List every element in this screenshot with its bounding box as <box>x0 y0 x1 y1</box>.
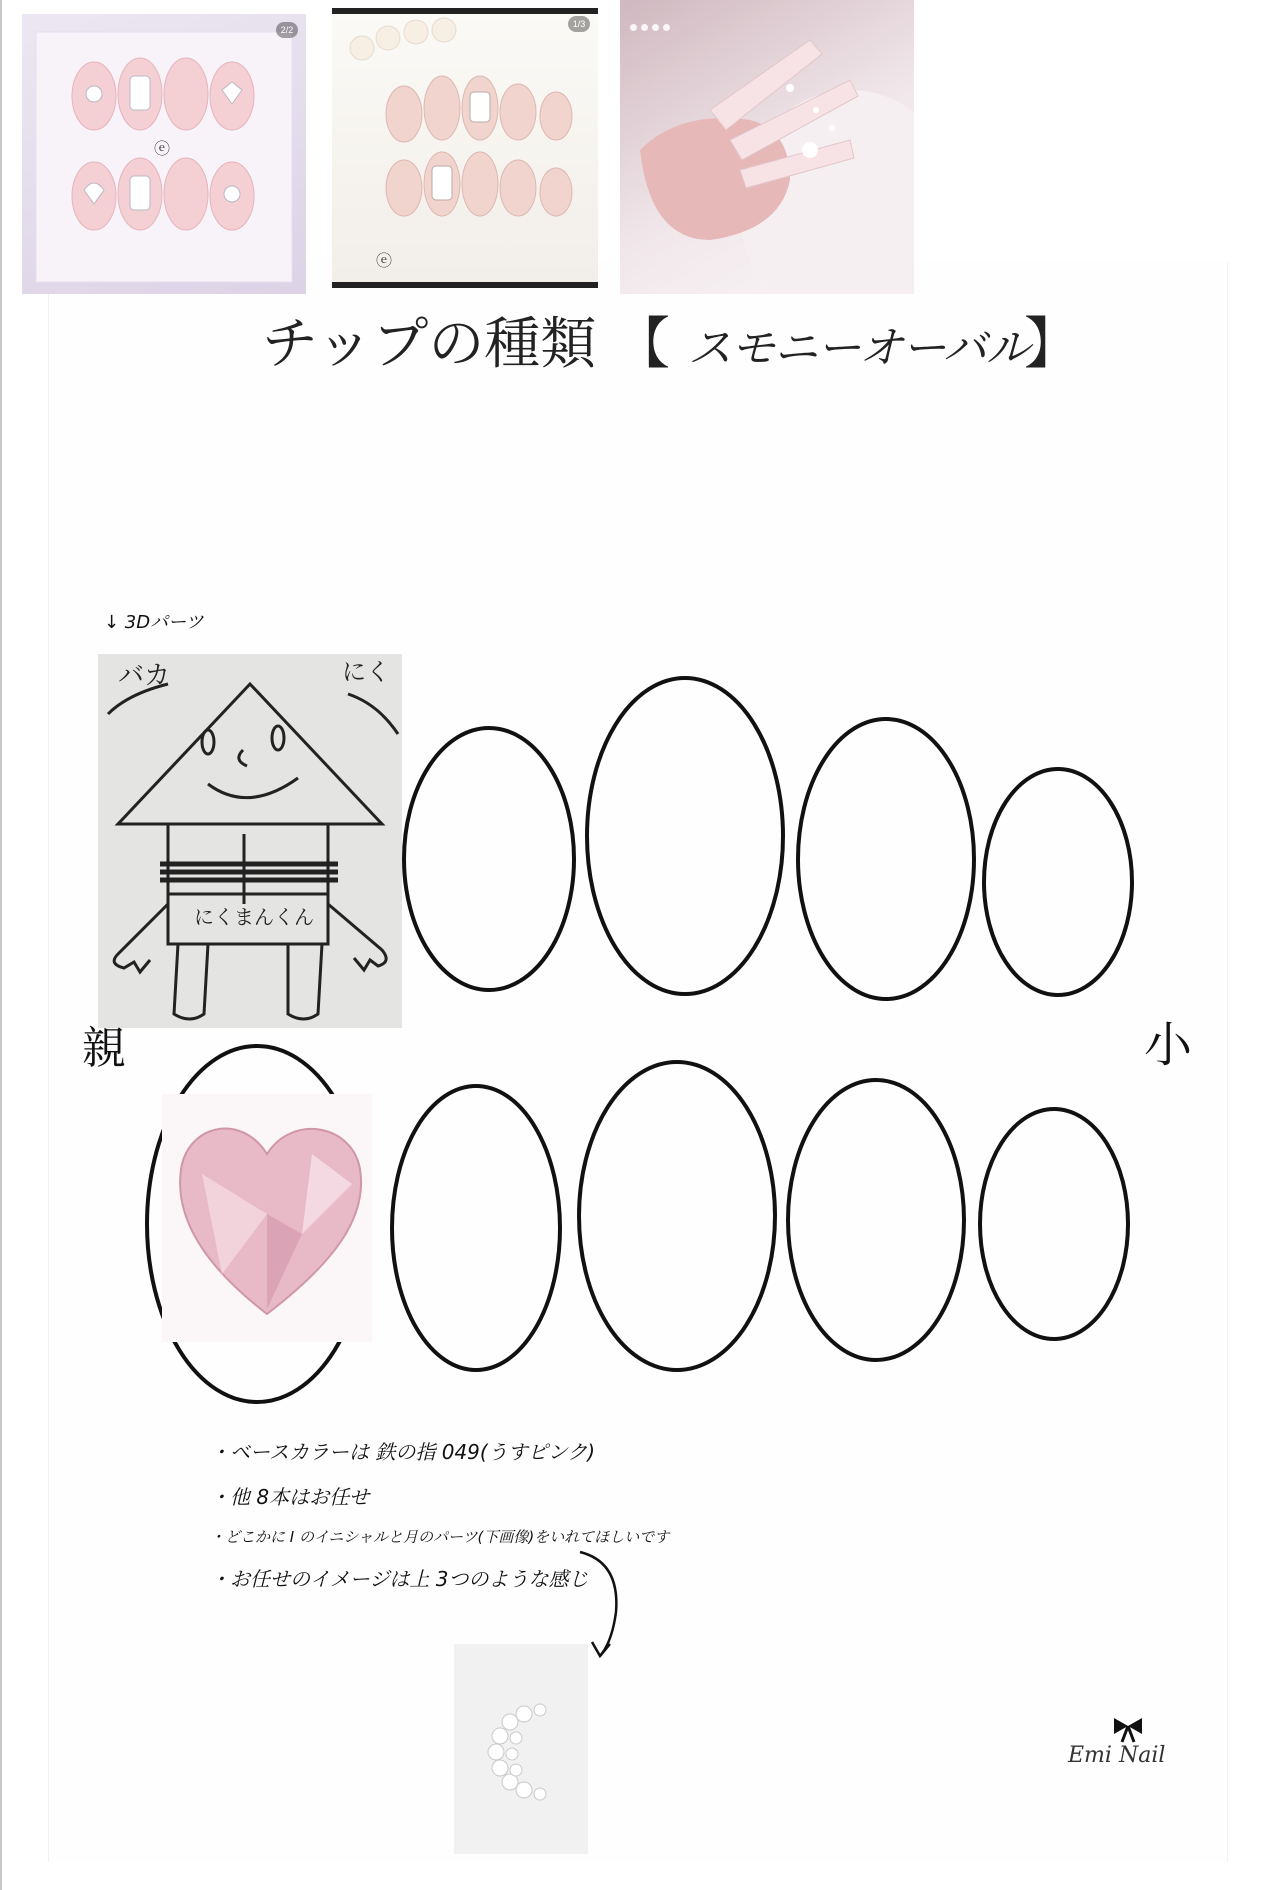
nail-card-illustration <box>22 14 306 294</box>
note-initial-moon: ・どこかに I のイニシャルと月のパーツ(下画像)をいれてほしいです <box>210 1528 670 1546</box>
nail-logo-mark: ⓔ <box>153 139 171 158</box>
sheet-paper <box>48 262 1228 1862</box>
brand-logo <box>1058 1712 1168 1782</box>
reference-photo-3[interactable] <box>620 0 914 294</box>
note-base-color: ・ベースカラーは 鉄の指 049(うすピンク) <box>210 1440 596 1464</box>
pearl-moon-illustration <box>454 1644 588 1854</box>
character-drawing-photo[interactable] <box>98 654 402 1028</box>
title-handwritten-shape: スモニーオーバル <box>687 323 1029 374</box>
reference-photo-2[interactable] <box>332 8 598 288</box>
note-image-reference: ・お任せのイメージは上 3つのような感じ <box>210 1567 589 1591</box>
thumb-label: 親 <box>82 1023 126 1074</box>
title-bracket-open: 【 <box>614 312 671 377</box>
title-bracket-close: 】 <box>1024 312 1080 377</box>
logo-text: Emi Nail <box>1068 1743 1166 1768</box>
reference-photo-1[interactable] <box>22 14 306 294</box>
order-notes <box>210 1436 669 1608</box>
page-title <box>262 300 1062 380</box>
hand-nails-illustration <box>620 0 914 294</box>
annotation-3d-parts: ↓ 3Dパーツ <box>104 612 204 633</box>
note-other-nails: ・他 8本はお任せ <box>210 1485 370 1509</box>
nail-lace-illustration <box>332 8 598 288</box>
drawing-text-corner-left: バカ <box>118 661 171 691</box>
title-main: チップの種類 <box>262 312 597 377</box>
moon-parts-photo[interactable] <box>454 1644 588 1854</box>
carousel-dots[interactable] <box>630 16 674 35</box>
photo-counter-badge: 2/2 <box>276 22 298 38</box>
nail-logo-mark: ⓔ <box>376 251 393 270</box>
heart-crystal-photo[interactable] <box>162 1094 372 1342</box>
pinky-label: 小 <box>1144 1017 1193 1073</box>
left-edge-line <box>0 0 2 1890</box>
drawing-text-label: にくまんくん <box>194 905 314 929</box>
drawing-text-corner-right: にく <box>342 658 390 686</box>
nikuman-character-drawing <box>98 654 402 1028</box>
photo-counter-badge: 1/3 <box>568 16 590 32</box>
ribbon-logo-icon <box>1058 1712 1168 1782</box>
heart-crystal-illustration <box>162 1094 372 1342</box>
